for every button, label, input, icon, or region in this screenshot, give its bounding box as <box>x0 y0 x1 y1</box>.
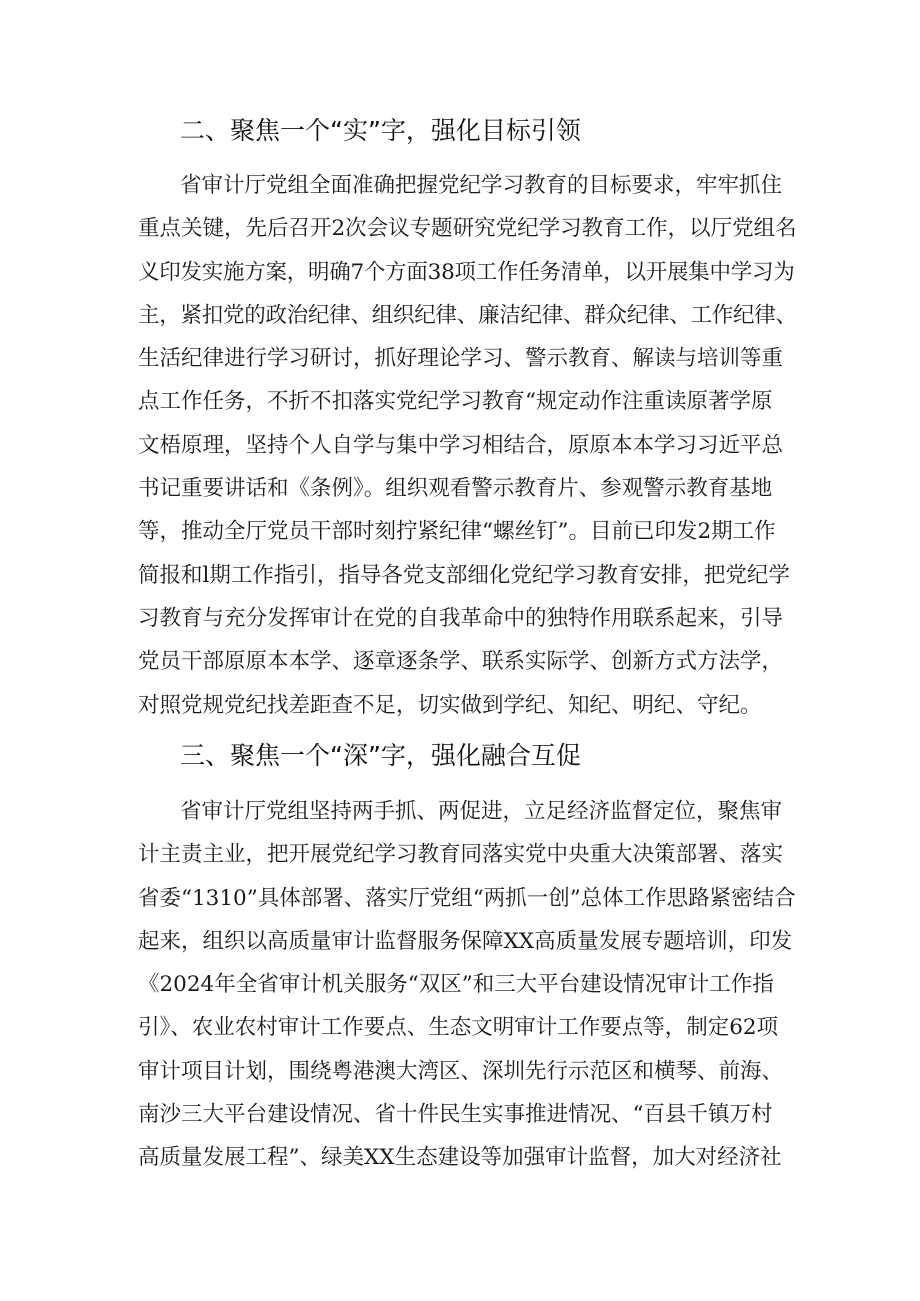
paragraph-line: 重点关键，先后召开2次会议专题研究党纪学习教育工作，以厅党组名 <box>138 216 797 242</box>
paragraph-line: 党员干部原原本本学、逐章逐条学、联系实际学、创新方式方法学， <box>138 649 784 675</box>
paragraph-line: 省委“1310”具体部署、落实厅党组“两抓一创”总体工作思路紧密结合 <box>138 885 796 911</box>
paragraph-line: 南沙三大平台建设情况、省十件民生实事推进情况、“百县千镇万村 <box>138 1102 773 1128</box>
paragraph-line: 义印发实施方案，明确7个方面38项工作任务清单，以开展集中学习为 <box>138 259 795 285</box>
paragraph-line: 计主责主业，把开展党纪学习教育同落实党中央重大决策部署、落实 <box>138 842 784 868</box>
paragraph-line: 省审计厅党组全面准确把握党纪学习教育的目标要求，牢牢抓住 <box>180 173 783 198</box>
section-3-paragraph <box>138 790 798 1180</box>
paragraph-line: 习教育与充分发挥审计在党的自我革命中的独特作用联系起来，引导 <box>138 605 784 631</box>
paragraph-line: 省审计厅党组坚持两手抓、两促进，立足经济监督定位，聚焦审 <box>180 799 783 824</box>
paragraph-line: 简报和l期工作指引，指导各党支部细化党纪学习教育安排，把党纪学 <box>138 562 790 588</box>
paragraph-line: 等，推动全厅党员干部时刻拧紧纪律“螺丝钉”。目前已印发2期工作 <box>138 519 776 545</box>
paragraph-line: 点工作任务，不折不扣落实党纪学习教育“规定动作注重读原著学原 <box>138 389 773 415</box>
section-heading-3: 三、聚焦一个“深”字，强化融合互促 <box>180 741 581 770</box>
paragraph-line: 审计项目计划，围绕粤港澳大湾区、深圳先行示范区和横琴、前海、 <box>138 1058 784 1084</box>
paragraph-line: 引》、农业农村审计工作要点、生态文明审计工作要点等，制定62项 <box>138 1015 779 1041</box>
paragraph-line: 生活纪律进行学习研讨，抓好理论学习、警示教育、解读与培训等重 <box>138 346 784 372</box>
paragraph-line: 主，紧扣党的政治纪律、组织纪律、廉洁纪律、群众纪律、工作纪律、 <box>138 302 797 328</box>
paragraph-line: 书记重要讲话和《条例》。组织观看警示教育片、参观警示教育基地 <box>138 476 773 502</box>
paragraph-line: 起来，组织以高质量审计监督服务保障XX高质量发展专题培训，印发 <box>138 928 793 954</box>
section-2-paragraph <box>138 164 798 727</box>
paragraph-line: 《2024年全省审计机关服务“双区”和三大平台建设情况审计工作指 <box>138 972 774 998</box>
paragraph-line: 高质量发展工程”、绿美XX生态建设等加强审计监督，加大对经济社 <box>138 1145 782 1171</box>
section-heading-2: 二、聚焦一个“实”字，强化目标引领 <box>180 116 581 145</box>
paragraph-line: 文梧原理，坚持个人自学与集中学习相结合，原原本本学习习近平总 <box>138 432 784 458</box>
paragraph-line: 对照党规党纪找差距查不足，切实做到学纪、知纪、明纪、守纪。 <box>138 692 762 718</box>
